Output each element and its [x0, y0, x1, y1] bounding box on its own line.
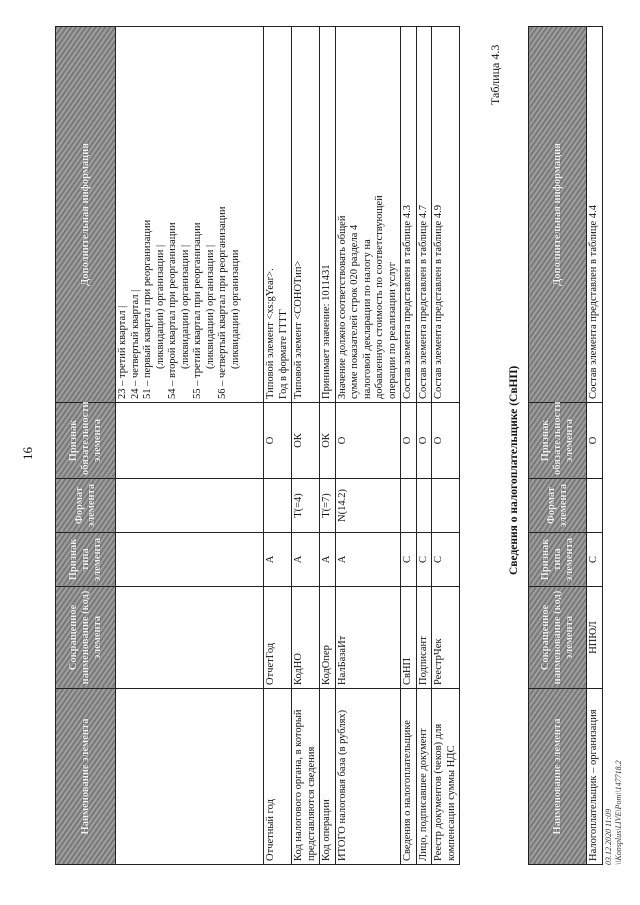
header-format: Формат элемента — [56, 479, 116, 533]
table-row — [401, 27, 417, 865]
section-title: Сведения о налогоплательщике (СвНП) — [508, 365, 520, 575]
name-line: компенсации суммы НДС — [445, 745, 457, 861]
name-line: Код налогового органа, в который — [293, 709, 304, 861]
cell-code: КодНО — [292, 587, 320, 689]
info-line: сумме показателей строк 020 раздела 4 — [349, 224, 360, 399]
info-line: 54 – второй квартал при реорганизации — [167, 222, 178, 399]
cell-info: Состав элемента представлен в таблице 4.7 — [416, 27, 432, 403]
info-line: (ликвидации) организации | — [179, 244, 191, 369]
quarter-codes-cell — [116, 27, 264, 403]
cell-code: НПЮЛ — [587, 587, 603, 689]
info-line: 23 – третий квартал | — [117, 305, 128, 399]
header-name: Наименование элемента — [529, 689, 587, 865]
cell-format: N(14.2) — [335, 479, 401, 533]
cell-format — [432, 479, 460, 533]
header-code: Сокращенное наименование (код) элемента — [56, 587, 116, 689]
footer-path: \\Konsplus\LIVE\Pom\\147718.2 — [614, 760, 623, 865]
info-line: операции по реализации услуг — [386, 261, 398, 399]
table-row — [432, 27, 460, 865]
info-line: (ликвидации) организации | — [154, 244, 166, 369]
cell-code: СвНП — [401, 587, 417, 689]
cell-code: КодОпер — [320, 587, 336, 689]
info-line: Значение должно соответствовать общей — [336, 215, 348, 399]
cell-name: Налогоплательщик – организация — [587, 689, 603, 865]
main-table — [55, 26, 460, 865]
table-row — [335, 27, 401, 865]
info-line: Год в формате ГГГГ — [277, 309, 289, 399]
table-row — [116, 27, 264, 865]
cell-name: Отчетный год — [264, 689, 292, 865]
cell-required: О — [264, 403, 292, 479]
cell-info — [335, 27, 401, 403]
info-line: 24 – четвертый квартал | — [129, 289, 141, 399]
cell-code: НалБазаИт — [335, 587, 401, 689]
info-line: 55 – третий квартал при реорганизации — [192, 222, 203, 399]
header-required: Признак обязательности элемента — [529, 403, 587, 479]
table-row — [292, 27, 320, 865]
header-type: Признак типа элемента — [56, 533, 116, 587]
cell-type: С — [416, 533, 432, 587]
table-row — [320, 27, 336, 865]
header-format: Формат элемента — [529, 479, 587, 533]
header-info: Дополнительная информация — [529, 27, 587, 403]
cell-code: Подписант — [416, 587, 432, 689]
cell-code: ОтчетГод — [264, 587, 292, 689]
table-header-row — [529, 27, 587, 865]
header-type: Признак типа элемента — [529, 533, 587, 587]
cell-name: Сведения о налогоплательщике — [401, 689, 417, 865]
cell-info: Принимает значение: 1011431 — [320, 27, 336, 403]
cell-format — [264, 479, 292, 533]
info-line: Типовой элемент <xs:gYear>. — [265, 268, 276, 399]
info-line: 51 – первый квартал при реорганизации — [142, 219, 153, 399]
cell-info: Состав элемента представлен в таблице 4.4 — [587, 27, 603, 403]
footer-stamp — [604, 760, 624, 865]
cell-type: С — [432, 533, 460, 587]
table-row — [416, 27, 432, 865]
cell-code: РеестрЧек — [432, 587, 460, 689]
info-line: (ликвидации) организации — [229, 249, 241, 369]
cell-format — [587, 479, 603, 533]
cell-required: ОК — [320, 403, 336, 479]
cell-required: О — [432, 403, 460, 479]
cell-info — [264, 27, 292, 403]
cell-type: С — [401, 533, 417, 587]
cell-name: Код операции — [320, 689, 336, 865]
cell-type: А — [292, 533, 320, 587]
cell-type: А — [335, 533, 401, 587]
cell-name — [292, 689, 320, 865]
table-row — [587, 27, 603, 865]
cell-required: ОК — [292, 403, 320, 479]
cell-format: T(=7) — [320, 479, 336, 533]
footer-date: 03.12.2020 11:09 — [604, 808, 613, 865]
info-line: (ликвидации) организации | — [204, 244, 216, 369]
cell-info: Типовой элемент <СОНОТип> — [292, 27, 320, 403]
info-line: налоговой декларации по налогу на — [361, 239, 373, 399]
header-info: Дополнительная информация — [56, 27, 116, 403]
table-caption: Таблица 4.3 — [488, 44, 502, 105]
cell-required: О — [416, 403, 432, 479]
cell-info: Состав элемента представлен в таблице 4.9 — [432, 27, 460, 403]
table-row — [264, 27, 292, 865]
cell-type: А — [320, 533, 336, 587]
cell-name: ИТОГО налоговая база (в рублях) — [335, 689, 401, 865]
cell-type: А — [264, 533, 292, 587]
cell-name: Лицо, подписавшее документ — [416, 689, 432, 865]
name-line: Реестр документов (чеков) для — [433, 723, 444, 861]
cell-format — [401, 479, 417, 533]
cell-required: О — [587, 403, 603, 479]
cell-format: T(=4) — [292, 479, 320, 533]
cell-type: С — [587, 533, 603, 587]
header-required: Признак обязательности элемента — [56, 403, 116, 479]
header-name: Наименование элемента — [56, 689, 116, 865]
cell-format — [416, 479, 432, 533]
cell-required: О — [401, 403, 417, 479]
info-line: добавленную стоимость по соответствующей — [374, 195, 385, 399]
header-code: Сокращенное наименование (код) элемента — [529, 587, 587, 689]
table-header-row — [56, 27, 116, 865]
taxpayer-table — [528, 26, 603, 865]
cell-required: О — [335, 403, 401, 479]
cell-name — [432, 689, 460, 865]
info-line: 56 – четвертый квартал при реорганизации — [217, 206, 228, 399]
name-line: представляются сведения — [305, 746, 317, 861]
cell-info: Состав элемента представлен в таблице 4.3 — [401, 27, 417, 403]
page-number: 16 — [20, 447, 35, 460]
